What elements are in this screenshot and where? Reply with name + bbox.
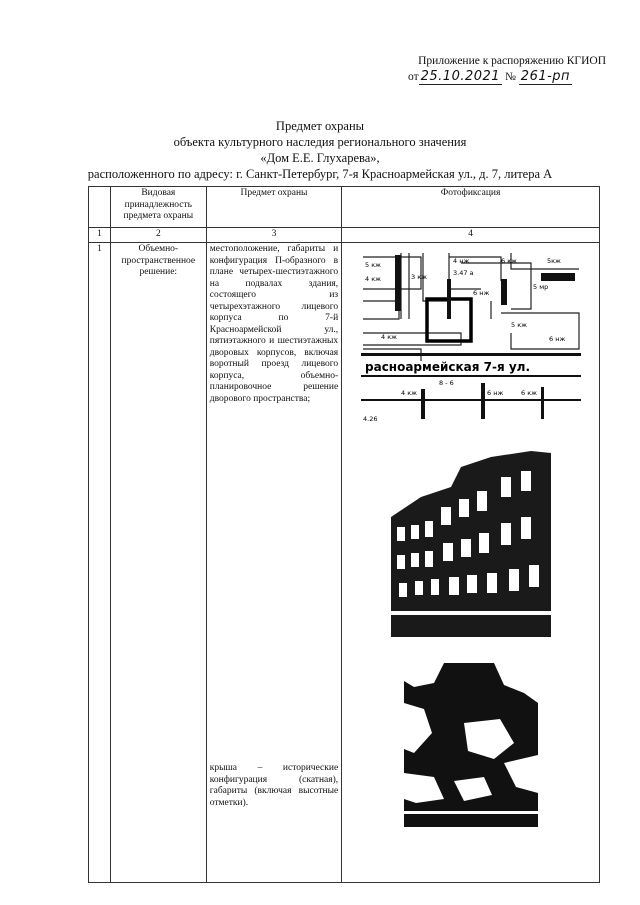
map-label: 6 кж bbox=[520, 389, 537, 397]
row-type: Объемно-пространственное решение: bbox=[110, 243, 206, 883]
heading-line4: расположенного по адресу: г. Санкт-Петербург, 7-я Красноармейская ул., д. 7, литера А bbox=[87, 167, 553, 181]
heading-title: Предмет охраны bbox=[275, 119, 365, 133]
map-label: 5 кж bbox=[364, 261, 381, 269]
map-label: 6 нж bbox=[472, 289, 489, 297]
number-col-3: 3 bbox=[206, 228, 341, 243]
map-label: 3.47 а bbox=[452, 269, 474, 277]
header-col-2: Видовая принадлежность предмета охраны bbox=[110, 187, 206, 228]
map-label: 5 кж bbox=[510, 321, 527, 329]
heading-line2: объекта культурного наследия регионального значения bbox=[173, 135, 467, 149]
appendix-number-sign: № bbox=[504, 71, 516, 83]
map-street-label: расноармейская 7-я ул. bbox=[364, 360, 530, 374]
protection-table bbox=[88, 186, 600, 883]
appendix-number: 261-рп bbox=[520, 69, 571, 84]
number-col-1: 1 bbox=[89, 228, 111, 243]
photo-cell bbox=[342, 243, 600, 883]
map-label: 6 нж bbox=[486, 389, 503, 397]
document-heading bbox=[60, 118, 580, 182]
table-header-row bbox=[89, 187, 600, 228]
row-number: 1 bbox=[89, 243, 111, 883]
map-label: 6 нж bbox=[548, 335, 565, 343]
map-label: 4 кж bbox=[364, 275, 381, 283]
map-label: 4.26 bbox=[362, 415, 378, 423]
header-col-1 bbox=[89, 187, 111, 228]
map-label: 3 кж bbox=[410, 273, 427, 281]
number-col-2: 2 bbox=[110, 228, 206, 243]
map-label: 5 мр bbox=[532, 283, 548, 291]
appendix-from: от bbox=[408, 71, 419, 83]
heading-line3: «Дом Е.Е. Глухарева», bbox=[260, 151, 380, 165]
header-col-4: Фотофиксация bbox=[342, 187, 600, 228]
map-label: 5кж bbox=[546, 257, 561, 265]
site-plan-map bbox=[361, 249, 581, 427]
map-label: 8 - 6 bbox=[438, 379, 454, 387]
map-label: 4 кж bbox=[380, 333, 397, 341]
subject-text-1: местоположение, габариты и конфигурация П-образного в плане четырех-шестиэтажного на подвалах здания, состоящего из четырехэтажного лицевого корпуса по 7-й Красноармейской ул., пятиэтажного и шестиэтажных дворовых корпусов, включая воротный проезд лицевого корпуса, объемно-планировочное решение дворового пространства; bbox=[209, 244, 339, 404]
header-col-3: Предмет охраны bbox=[206, 187, 341, 228]
table-row bbox=[89, 243, 600, 883]
map-label: 4 нж bbox=[452, 257, 469, 265]
facade-photo bbox=[391, 447, 551, 637]
map-label: 4 кж bbox=[400, 389, 417, 397]
row-subject bbox=[206, 243, 341, 883]
appendix-title: Приложение к распоряжению КГИОП bbox=[418, 55, 606, 67]
subject-text-2: крыша – исторические конфигурация (скатная), габариты (включая высотные отметки). bbox=[209, 763, 339, 808]
appendix-block bbox=[396, 54, 606, 85]
table-number-row bbox=[89, 228, 600, 243]
map-label: 6 кж bbox=[500, 257, 517, 265]
appendix-date: 25.10.2021 bbox=[420, 69, 501, 84]
number-col-4: 4 bbox=[342, 228, 600, 243]
roof-photo bbox=[404, 663, 538, 827]
appendix-date-line bbox=[396, 69, 606, 85]
